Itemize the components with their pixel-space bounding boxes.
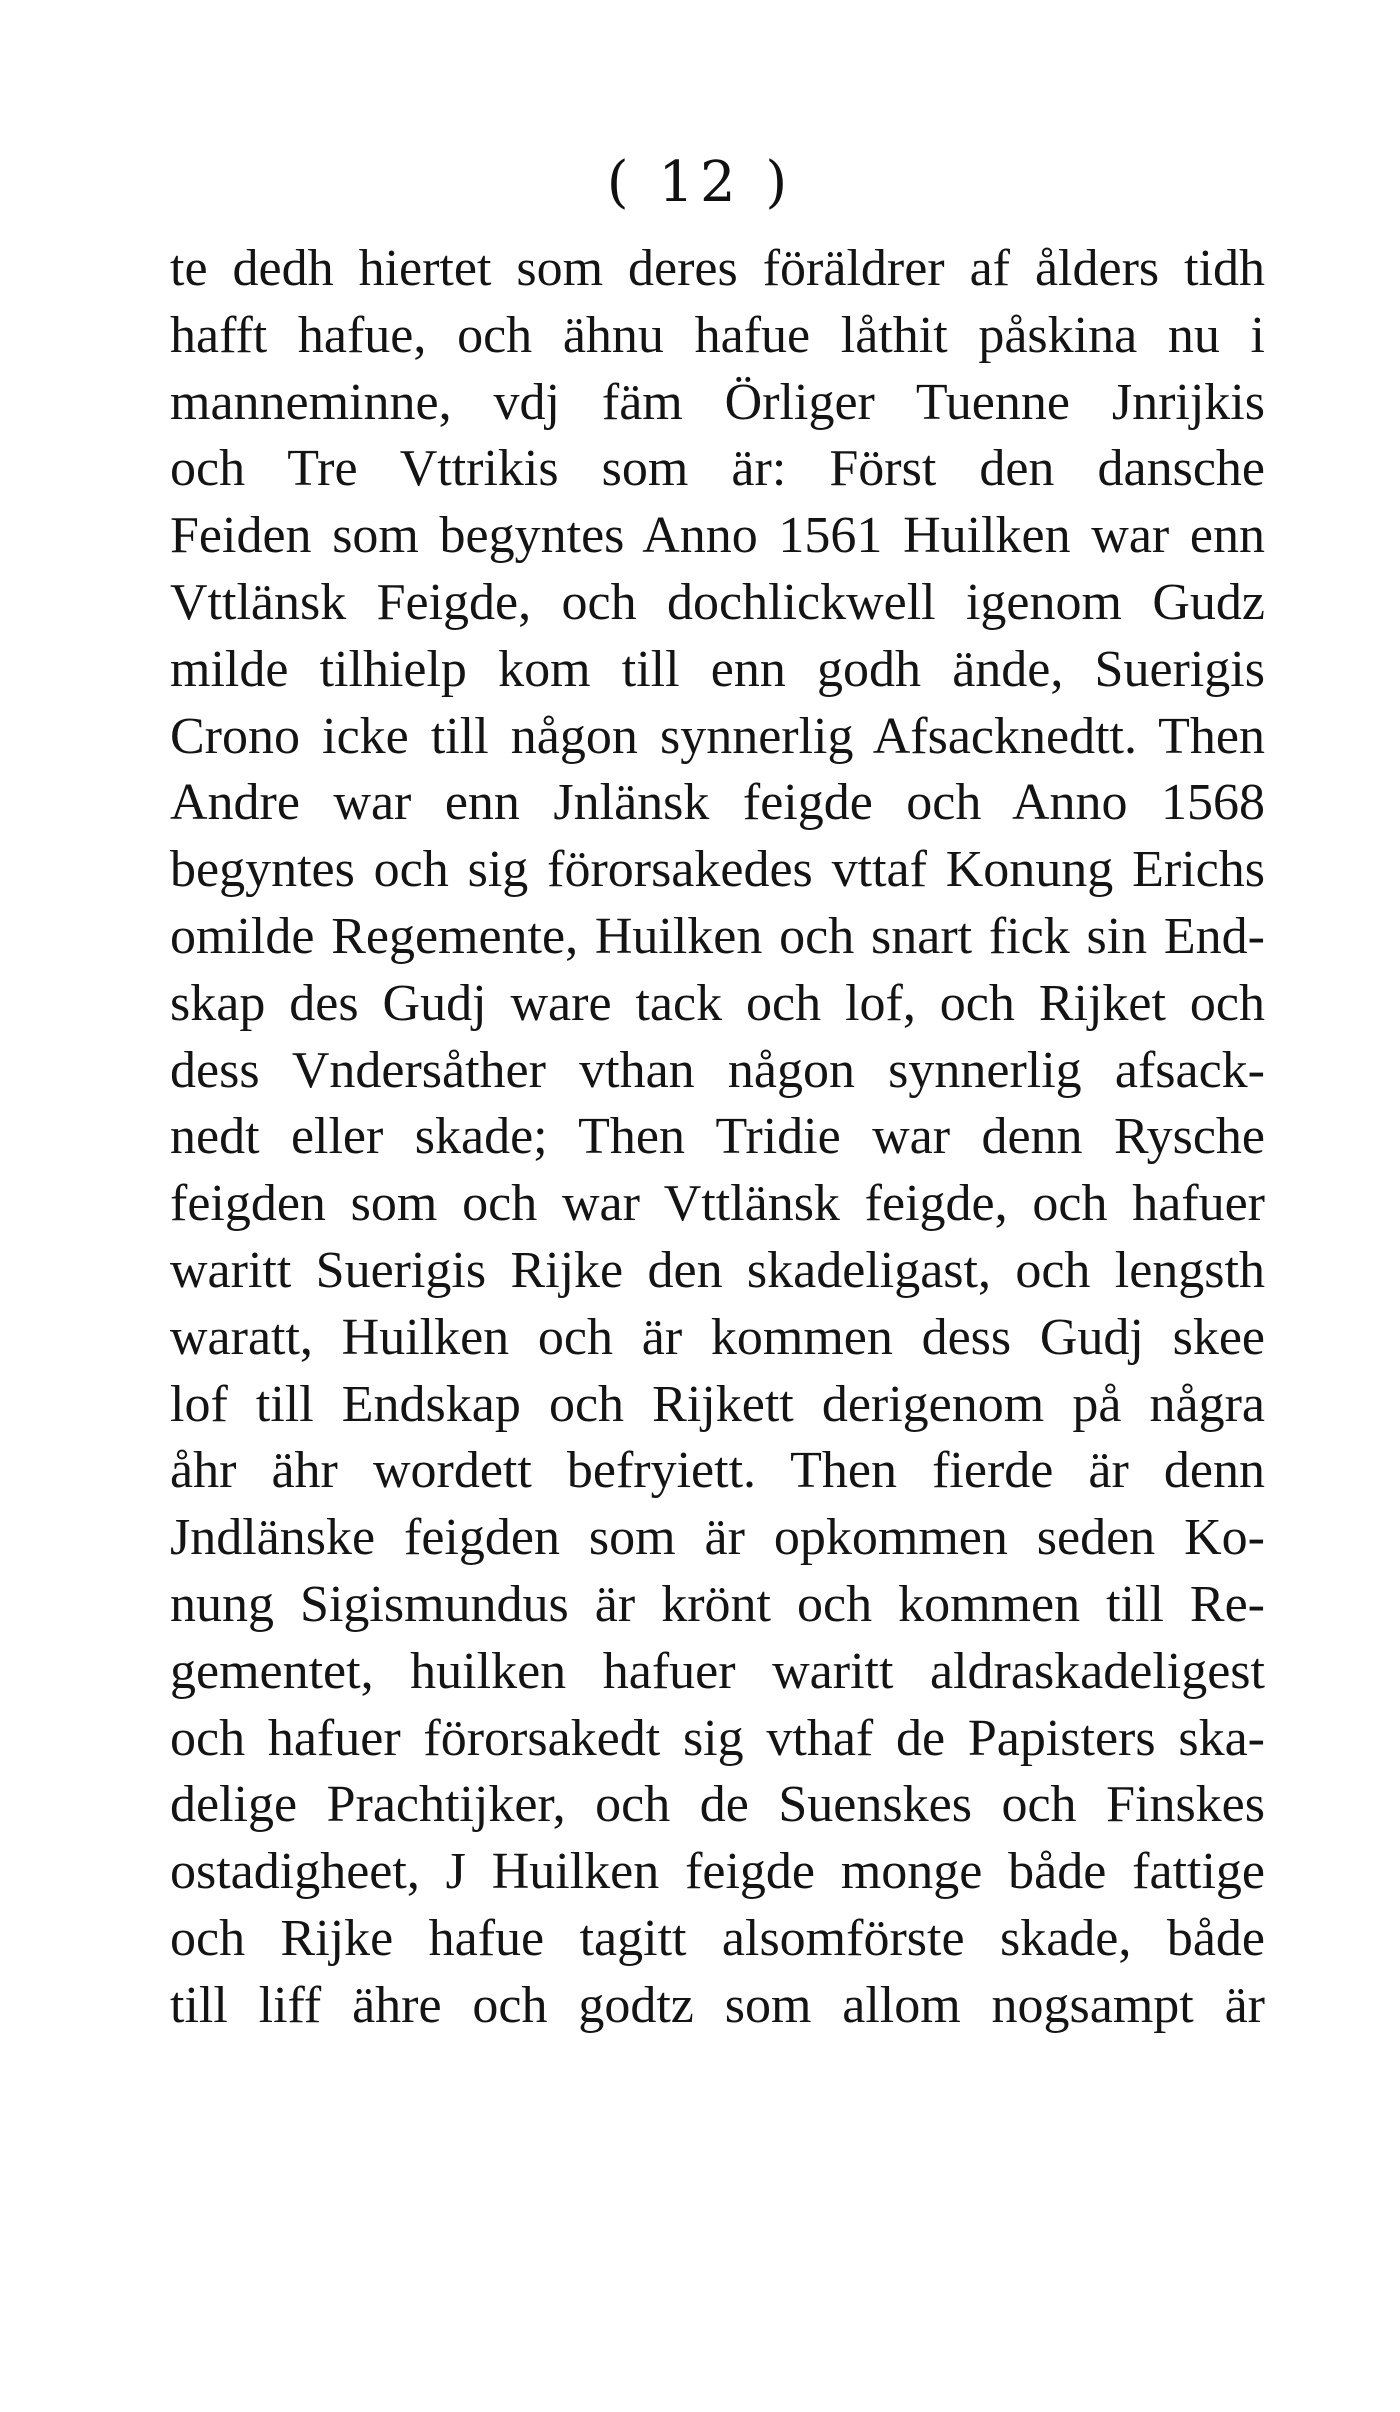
text-line-7: milde tilhielp kom till enn godh ände, Suerigis — [170, 640, 1265, 698]
text-line-25: ostadigheet, J Huilken feigde monge både fattige — [170, 1843, 1265, 1901]
text-line-9: Andre war enn Jnlänsk feigde och Anno 1568 — [170, 774, 1265, 832]
text-line-5: Feiden som begyntes Anno 1561 Huilken war enn — [170, 507, 1265, 565]
text-line-13: dess Vndersåther vthan någon synnerlig afsack- — [170, 1041, 1265, 1099]
text-line-18: lof till Endskap och Rijkett derigenom på några — [170, 1375, 1265, 1433]
text-line-23: och hafuer förorsakedt sig vthaf de Papisters ska- — [170, 1709, 1265, 1767]
text-line-24: delige Prachtijker, och de Suenskes och Finskes — [170, 1776, 1265, 1834]
text-line-20: Jndlänske feigden som är opkommen seden Ko- — [170, 1509, 1265, 1567]
text-line-12: skap des Gudj ware tack och lof, och Rijket och — [170, 974, 1265, 1032]
text-line-21: nung Sigismundus är krönt och kommen till Re- — [170, 1575, 1265, 1633]
text-line-2: hafft hafue, och ähnu hafue låthit påskina nu i — [170, 306, 1265, 364]
text-line-8: Crono icke till någon synnerlig Afsacknedtt. Then — [170, 707, 1265, 765]
text-line-14: nedt eller skade; Then Tridie war denn Rysche — [170, 1108, 1265, 1166]
text-line-26: och Rijke hafue tagitt alsomförste skade, både — [170, 1909, 1265, 1967]
text-line-11: omilde Regemente, Huilken och snart fick sin End- — [170, 907, 1265, 965]
text-line-15: feigden som och war Vttlänsk feigde, och hafuer — [170, 1175, 1265, 1233]
text-line-17: waratt, Huilken och är kommen dess Gudj skee — [170, 1308, 1265, 1366]
text-line-6: Vttlänsk Feigde, och dochlickwell igenom Gudz — [170, 573, 1265, 631]
text-line-22: gementet, huilken hafuer waritt aldraskadeligest — [170, 1642, 1265, 1700]
text-line-10: begyntes och sig förorsakedes vttaf Konung Erichs — [170, 841, 1265, 899]
text-line-16: waritt Suerigis Rijke den skadeligast, och lengsth — [170, 1241, 1265, 1299]
text-line-4: och Tre Vttrikis som är: Först den dansche — [170, 440, 1265, 498]
page-number: ( 12 ) — [606, 150, 794, 215]
text-line-19: åhr ähr wordett befryiett. Then fierde är denn — [170, 1442, 1265, 1500]
text-line-3: manneminne, vdj fäm Örliger Tuenne Jnrijkis — [170, 373, 1265, 431]
body-text — [170, 236, 1265, 2040]
text-line-1: te dedh hiertet som deres föräldrer af ålders tidh — [170, 240, 1265, 297]
text-line-27: till liff ähre och godtz som allom nogsampt är — [170, 1976, 1265, 2034]
